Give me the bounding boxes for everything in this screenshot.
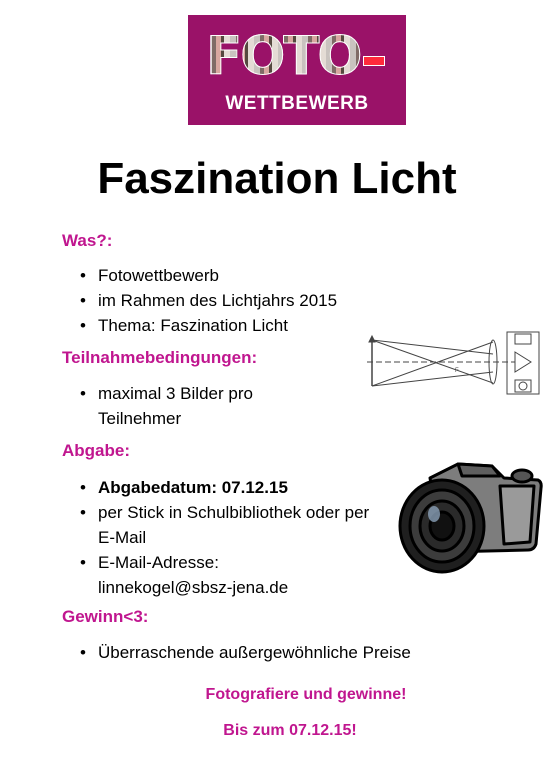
list-item-text: im Rahmen des Lichtjahrs 2015 (98, 291, 338, 310)
camera-icon (396, 456, 544, 580)
list-item (62, 288, 337, 313)
section-heading-abgabe: Abgabe: (62, 441, 130, 460)
list-item (62, 640, 411, 665)
foto-wettbewerb-logo (188, 15, 406, 125)
list-abgabe (62, 475, 369, 600)
list-item-continuation (62, 575, 369, 600)
bullet: • (80, 478, 86, 497)
list-item (62, 313, 337, 338)
list-item (62, 475, 369, 500)
list-item-continuation (62, 406, 253, 431)
section-heading-gewinn: Gewinn<3: (62, 607, 149, 626)
bullet: • (80, 384, 86, 403)
focus-label: F (455, 368, 459, 374)
footer-call-to-action: Fotografiere und gewinne! (205, 686, 407, 703)
list-item-text: Überraschende außergewöhnliche Preise (98, 643, 411, 662)
list-item-text: Abgabedatum: 07.12.15 (98, 478, 288, 497)
list-item-text: Thema: Faszination Licht (98, 316, 288, 335)
list-item-continuation (62, 525, 369, 550)
list-item-text: maximal 3 Bilder pro (98, 384, 253, 403)
bullet: • (80, 316, 86, 335)
list-teilnahme (62, 381, 253, 431)
list-item-text: Fotowettbewerb (98, 266, 219, 285)
logo-foto-word (206, 25, 390, 87)
list-item-text: per Stick in Schulbibliothek oder per (98, 503, 370, 522)
list-item (62, 500, 369, 525)
list-was (62, 263, 337, 338)
list-item (62, 550, 369, 575)
footer-deadline: Bis zum 07.12.15! (223, 722, 357, 739)
list-item-text: E-Mail-Adresse: (98, 553, 219, 572)
page-title: Faszination Licht (97, 154, 457, 203)
optics-diagram-icon (365, 328, 543, 400)
logo-dash (363, 56, 385, 66)
list-item-text: E-Mail (98, 528, 147, 547)
bullet: • (80, 643, 86, 662)
section-heading-was: Was?: (62, 231, 113, 250)
email-address: linnekogel@sbsz-jena.de (98, 578, 289, 597)
bullet: • (80, 503, 86, 522)
list-item (62, 263, 337, 288)
bullet: • (80, 266, 86, 285)
logo-foto-text: FOTO (206, 25, 361, 87)
list-gewinn (62, 640, 411, 665)
section-heading-teilnahme: Teilnahmebedingungen: (62, 348, 258, 367)
bullet: • (80, 291, 86, 310)
logo-subtitle: WETTBEWERB (225, 93, 369, 114)
list-item-text: Teilnehmer (98, 409, 182, 428)
list-item (62, 381, 253, 406)
bullet: • (80, 553, 86, 572)
